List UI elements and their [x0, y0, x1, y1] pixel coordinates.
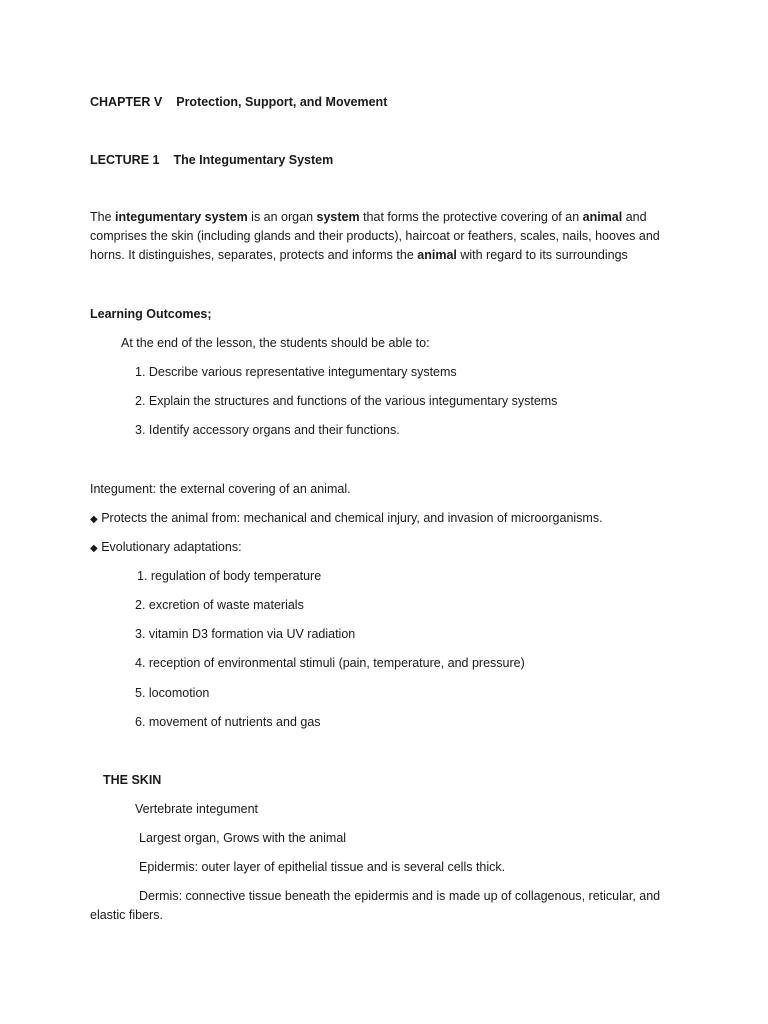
- outcome-item: 1. Describe various representative integumentary systems: [135, 365, 457, 379]
- intro-text-1: The: [90, 210, 116, 224]
- intro-bold-4: animal: [417, 248, 457, 262]
- diamond-bullet-icon: ◆: [90, 514, 98, 525]
- dermis-line-2: elastic fibers.: [90, 908, 163, 922]
- adaptation-item: 5. locomotion: [135, 686, 210, 700]
- intro-text-5: with regard to its surroundings: [456, 248, 628, 262]
- lecture-title: The Integumentary System: [173, 153, 334, 167]
- skin-heading: THE SKIN: [103, 773, 162, 787]
- chapter-heading: [90, 94, 387, 110]
- intro-text-3: that forms the protective covering of an: [359, 210, 583, 224]
- bullet-text: Protects the animal from: mechanical and chemical injury, and invasion of microorganisms.: [101, 511, 603, 525]
- lecture-label: LECTURE 1: [90, 153, 160, 167]
- integument-definition: Integument: the external covering of an animal.: [90, 482, 351, 496]
- outcome-item: 3. Identify accessory organs and their functions.: [135, 423, 400, 437]
- diamond-bullet-icon: ◆: [90, 543, 98, 554]
- outcomes-lead: At the end of the lesson, the students should be able to:: [121, 336, 430, 350]
- adaptation-item: 3. vitamin D3 formation via UV radiation: [135, 627, 356, 641]
- dermis-line-1: Dermis: connective tissue beneath the epidermis and is made up of collagenous, reticular, and: [139, 889, 661, 903]
- bullet-text: Evolutionary adaptations:: [101, 540, 242, 554]
- intro-text-4: and comprises the skin (including glands and their products), haircoat or feathers, scales, nails, hooves and horns. It distinguishes, separates, protects and informs the: [90, 210, 660, 262]
- intro-bold-1: integumentary system: [115, 210, 248, 224]
- skin-line: Epidermis: outer layer of epithelial tissue and is several cells thick.: [139, 860, 506, 874]
- adaptation-item: 6. movement of nutrients and gas: [135, 715, 321, 729]
- intro-bold-3: animal: [582, 210, 623, 224]
- skin-line: Vertebrate integument: [135, 802, 258, 816]
- intro-bold-2: system: [316, 210, 360, 224]
- lecture-heading: [90, 152, 333, 168]
- skin-line: Largest organ, Grows with the animal: [139, 831, 347, 845]
- chapter-label: CHAPTER V: [90, 95, 163, 109]
- intro-text-2: is an organ: [247, 210, 317, 224]
- adaptation-item: 1. regulation of body temperature: [137, 569, 322, 583]
- adaptation-item: 2. excretion of waste materials: [135, 598, 304, 612]
- intro-paragraph: [90, 208, 680, 265]
- chapter-title: Protection, Support, and Movement: [176, 95, 388, 109]
- adaptation-item: 4. reception of environmental stimuli (pain, temperature, and pressure): [135, 656, 525, 670]
- integument-bullet-protects: [90, 510, 603, 528]
- outcomes-heading: Learning Outcomes;: [90, 307, 212, 321]
- outcome-item: 2. Explain the structures and functions of the various integumentary systems: [135, 394, 558, 408]
- integument-bullet-adaptations: [90, 539, 242, 557]
